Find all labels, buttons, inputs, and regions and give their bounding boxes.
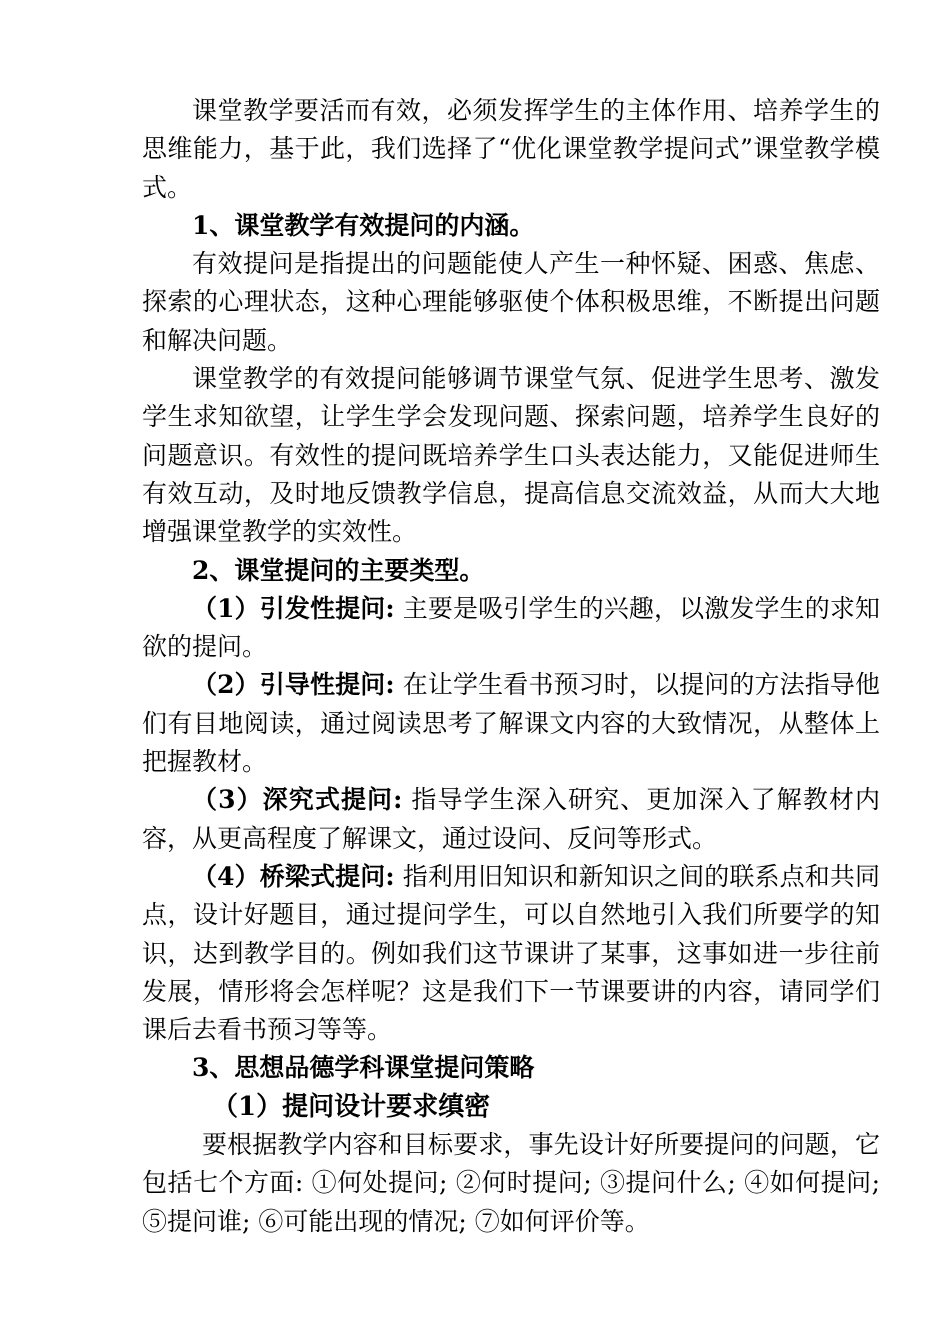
question-type-term: （1）引发性提问:: [192, 593, 395, 623]
section3-heading: 3、思想品德学科课堂提问策略: [192, 1053, 535, 1083]
document-page: [142, 92, 880, 1241]
question-type-description: 指利用旧知识和新知识之间的联系点和共同点，设计好题目，通过提问学生，可以自然地引入我们所要学的知识，达到教学目的。例如我们这节课讲了某事，这事如进一步往前发展，情形将会怎样呢？这是我们下一节课要讲的内容，请同学们课后去看书预习等等。: [142, 861, 880, 1045]
intro-paragraph: 课堂教学要活而有效，必须发挥学生的主体作用、培养学生的思维能力，基于此，我们选择了“优化课堂教学提问式”课堂教学模式。: [142, 96, 880, 202]
question-type-item: [142, 781, 880, 858]
section3-paragraph: 要根据教学内容和目标要求，事先设计好所要提问的问题，它包括七个方面: ①何处提问; ②何时提问; ③提问什么; ④如何提问; ⑤提问谁; ⑥可能出现的情况; ⑦如何评价等。: [142, 1130, 880, 1236]
question-type-item: [142, 666, 880, 781]
section1-heading: 1、课堂教学有效提问的内涵。: [192, 210, 535, 240]
question-type-term: （3）深究式提问:: [192, 785, 403, 815]
question-type-item: [142, 858, 880, 1049]
section1-paragraph-2: 课堂教学的有效提问能够调节课堂气氛、促进学生思考、激发学生求知欲望，让学生学会发现问题、探索问题，培养学生良好的问题意识。有效性的提问既培养学生口头表达能力，又能促进师生有效互动，及时地反馈教学信息，提高信息交流效益，从而大大地增强课堂教学的实效性。: [142, 364, 880, 547]
question-type-term: （2）引导性提问:: [192, 670, 395, 700]
section2-heading: 2、课堂提问的主要类型。: [192, 555, 485, 585]
question-type-description: 主要是吸引学生的兴趣，以激发学生的求知欲的提问。: [142, 593, 880, 662]
section3-subheading: （1）提问设计要求缜密: [212, 1091, 491, 1122]
section1-paragraph-1: 有效提问是指提出的问题能使人产生一种怀疑、困惑、焦虑、探索的心理状态，这种心理能够驱使个体积极思维，不断提出问题和解决问题。: [142, 249, 880, 355]
question-type-item: [142, 590, 880, 667]
question-type-description: 指导学生深入研究、更加深入了解教材内容，从更高程度了解课文，通过设问、反问等形式。: [142, 785, 881, 853]
question-type-description: 在让学生看书预习时，以提问的方法指导他们有目地阅读，通过阅读思考了解课文内容的大致情况，从整体上把握教材。: [142, 670, 880, 777]
question-type-term: （4）桥梁式提问:: [192, 861, 395, 891]
